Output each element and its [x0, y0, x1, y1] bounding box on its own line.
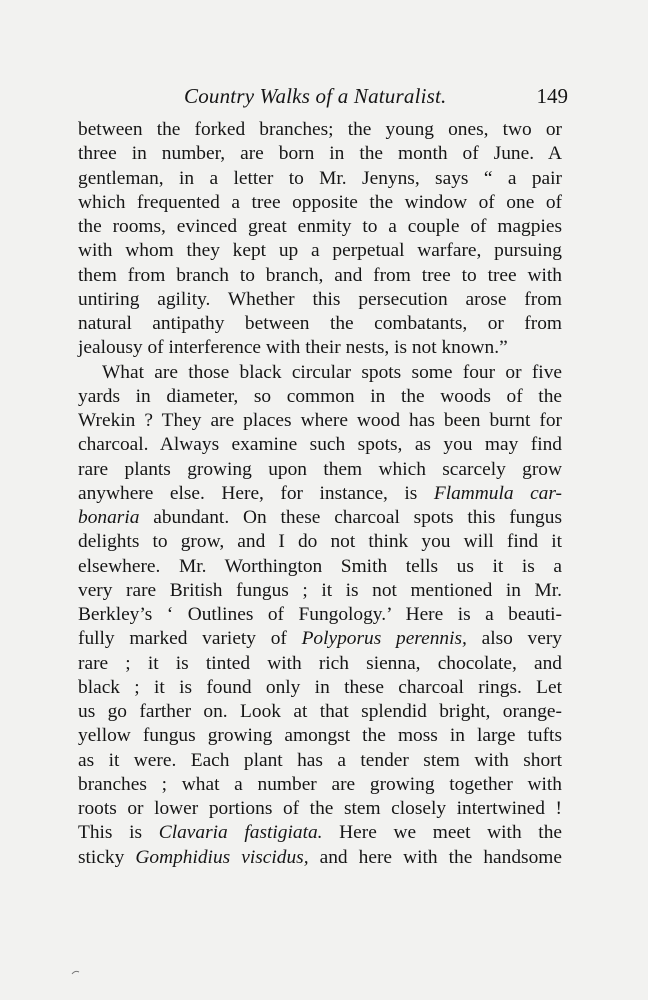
- text-line: [78, 118, 562, 142]
- text-line: [78, 191, 562, 215]
- text-line: [78, 458, 562, 482]
- text-segment: Berkley’s ‘ Outlines of Fungology.’ Here is a beauti-: [78, 604, 562, 625]
- text-segment: as it were. Each plant has a tender stem with short: [78, 749, 562, 771]
- text-segment: charcoal. Always examine such spots, as you may find: [78, 434, 562, 456]
- text-line: [78, 749, 562, 773]
- text-line: [78, 336, 562, 360]
- text-line: [78, 312, 562, 336]
- italic-text: bonaria: [78, 507, 140, 528]
- text-line: [78, 433, 562, 457]
- text-segment: untiring agility. Whether this persecution arose from: [78, 288, 562, 310]
- italic-text: Gomphidius viscidus,: [135, 846, 309, 868]
- text-line: [78, 409, 562, 433]
- text-segment: between the forked branches; the young ones, two or: [78, 119, 562, 140]
- text-segment: branches ; what a number are growing together with: [78, 773, 562, 795]
- italic-text: Polyporus perennis,: [301, 628, 467, 650]
- text-line: [78, 579, 562, 603]
- text-segment: three in number, are born in the month of June. A: [78, 143, 562, 165]
- text-line: [78, 167, 562, 191]
- text-line: [78, 652, 562, 676]
- text-line: [78, 555, 562, 579]
- text-segment: fully marked variety of: [78, 628, 302, 650]
- text-line: [78, 797, 562, 821]
- text-segment: with whom they kept up a perpetual warfare, pursuing: [78, 240, 562, 262]
- text-segment: What are those black circular spots some four or five: [102, 361, 562, 383]
- text-line: [78, 676, 562, 700]
- text-segment: which frequented a tree opposite the window of one of: [78, 191, 562, 213]
- text-line: [78, 603, 562, 627]
- text-segment: them from branch to branch, and from tree to tree with: [78, 264, 562, 286]
- text-segment: roots or lower portions of the stem closely intertwined !: [78, 798, 562, 819]
- text-segment: yellow fungus growing amongst the moss in large tufts: [78, 725, 562, 747]
- page-number: 149: [536, 84, 568, 108]
- text-segment: yards in diameter, so common in the woods of the: [78, 385, 562, 407]
- text-line: [78, 239, 562, 263]
- text-segment: us go farther on. Look at that splendid bright, orange-: [78, 701, 562, 722]
- text-line: [78, 264, 562, 288]
- text-segment: rare ; it is tinted with rich sienna, chocolate, and: [78, 652, 562, 674]
- text-segment: abundant. On these charcoal spots this fungus: [139, 507, 562, 528]
- text-segment: sticky: [78, 846, 136, 868]
- text-line: [78, 361, 562, 385]
- running-title: Country Walks of a Naturalist.: [184, 84, 447, 108]
- text-segment: elsewhere. Mr. Worthington Smith tells us it is a: [78, 555, 562, 577]
- text-segment: also very: [466, 628, 563, 650]
- text-segment: the rooms, evinced great enmity to a couple of magpies: [78, 216, 562, 237]
- text-segment: rare plants growing upon them which scarcely grow: [78, 458, 562, 480]
- text-line: [78, 724, 562, 748]
- text-line: [78, 773, 562, 797]
- text-segment: jealousy of interference with their nests, is not known.”: [78, 337, 508, 359]
- text-segment: very rare British fungus ; it is not mentioned in Mr.: [78, 579, 562, 601]
- text-segment: delights to grow, and I do not think you will find it: [78, 531, 562, 553]
- text-line: [78, 627, 562, 651]
- text-line: [78, 530, 562, 554]
- text-segment: natural antipathy between the combatants, or from: [78, 313, 562, 334]
- text-line: [78, 288, 562, 312]
- text-segment: black ; it is found only in these charcoal rings. Let: [78, 676, 562, 698]
- text-segment: gentleman, in a letter to Mr. Jenyns, says “ a pair: [78, 167, 562, 189]
- stray-mark-icon: [70, 964, 84, 978]
- text-line: [78, 700, 562, 724]
- text-line: [78, 142, 562, 166]
- text-line: [78, 821, 562, 845]
- text-segment: and here with the handsome: [308, 846, 562, 868]
- text-line: [78, 482, 562, 506]
- text-segment: anywhere else. Here, for instance, is: [78, 482, 434, 504]
- text-segment: Wrekin ? They are places where wood has been burnt for: [78, 410, 562, 431]
- text-segment: This is: [78, 822, 159, 844]
- italic-text: Flammula car-: [433, 482, 562, 504]
- page-header: [78, 84, 570, 114]
- text-segment: Here we meet with the: [322, 822, 562, 844]
- italic-text: Clavaria fastigiata.: [158, 822, 323, 844]
- text-line: [78, 846, 562, 870]
- text-line: [78, 215, 562, 239]
- text-line: [78, 506, 562, 530]
- body-text: [78, 118, 562, 870]
- text-line: [78, 385, 562, 409]
